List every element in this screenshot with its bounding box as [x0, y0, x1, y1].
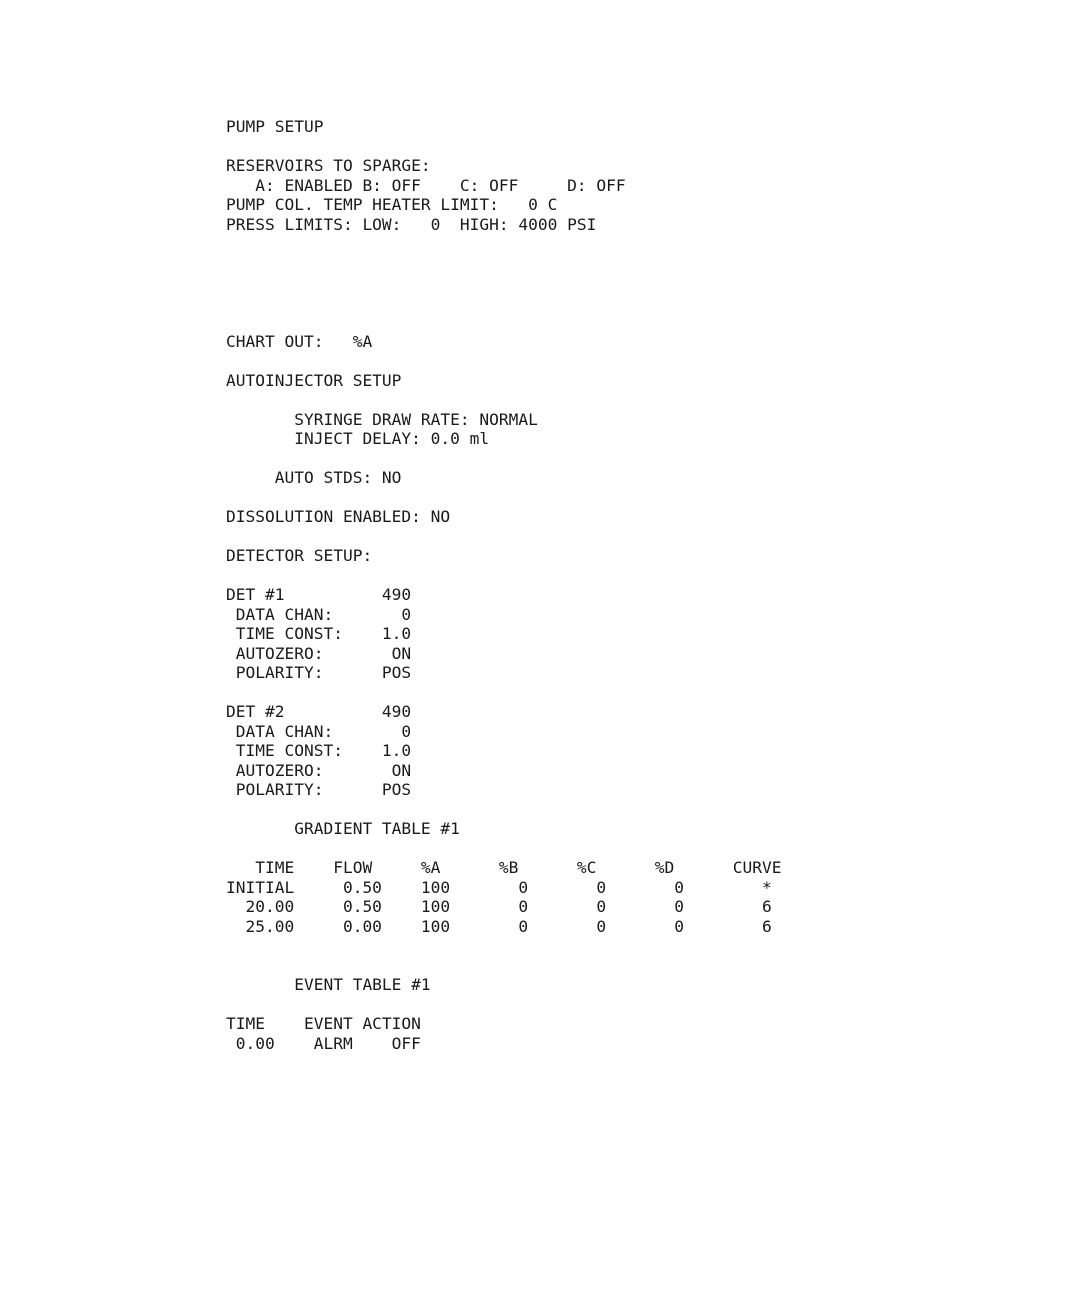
blank-line [226, 527, 782, 547]
blank-line [226, 936, 782, 956]
blank-line [226, 351, 782, 371]
text-line: TIME CONST: 1.0 [226, 624, 412, 643]
text-line: GRADIENT TABLE #1 [226, 819, 460, 838]
text-line: 25.00 0.00 100 0 0 0 6 [226, 916, 772, 936]
instrument-method-printout [226, 117, 782, 1053]
text-line: RESERVOIRS TO SPARGE: [226, 156, 431, 175]
text-line: AUTOINJECTOR SETUP [226, 370, 402, 390]
text-line: AUTO STDS: NO [226, 468, 402, 487]
text-line: TIME FLOW %A %B %C %D CURVE [226, 858, 782, 877]
text-line: PUMP COL. TEMP HEATER LIMIT: 0 C [226, 195, 558, 214]
text-line: DET #2 490 [226, 702, 412, 721]
text-line: 20.00 0.50 100 0 0 0 6 [226, 897, 772, 916]
blank-line [226, 273, 782, 293]
blank-line [226, 293, 782, 313]
blank-line [226, 254, 782, 274]
text-line: 0.00 ALRM OFF [226, 1033, 421, 1053]
blank-line [226, 390, 782, 410]
blank-line [226, 956, 782, 976]
blank-line [226, 800, 782, 820]
text-line: INJECT DELAY: 0.0 ml [226, 429, 490, 448]
text-line: PUMP SETUP [226, 117, 324, 136]
blank-line [226, 137, 782, 157]
text-line: DET #1 490 [226, 585, 412, 604]
text-line: PRESS LIMITS: LOW: 0 HIGH: 4000 PSI [226, 214, 597, 234]
blank-line [226, 488, 782, 508]
text-line: POLARITY: POS [226, 663, 412, 682]
text-line: SYRINGE DRAW RATE: NORMAL [226, 409, 538, 429]
blank-line [226, 312, 782, 332]
blank-line [226, 683, 782, 703]
text-line: AUTOZERO: ON [226, 760, 412, 780]
text-line: DETECTOR SETUP: [226, 546, 373, 565]
blank-line [226, 995, 782, 1015]
text-line: EVENT TABLE #1 [226, 975, 431, 994]
text-line: CHART OUT: %A [226, 331, 373, 351]
text-line: INITIAL 0.50 100 0 0 0 * [226, 877, 772, 897]
text-line: DISSOLUTION ENABLED: NO [226, 507, 451, 526]
text-line: POLARITY: POS [226, 780, 412, 799]
text-line: TIME CONST: 1.0 [226, 741, 412, 760]
blank-line [226, 566, 782, 586]
text-line: DATA CHAN: 0 [226, 604, 412, 624]
text-line: DATA CHAN: 0 [226, 721, 412, 741]
text-line: A: ENABLED B: OFF C: OFF D: OFF [226, 175, 626, 195]
blank-line [226, 839, 782, 859]
text-line: TIME EVENT ACTION [226, 1014, 421, 1033]
blank-line [226, 449, 782, 469]
text-line: AUTOZERO: ON [226, 643, 412, 663]
blank-line [226, 234, 782, 254]
